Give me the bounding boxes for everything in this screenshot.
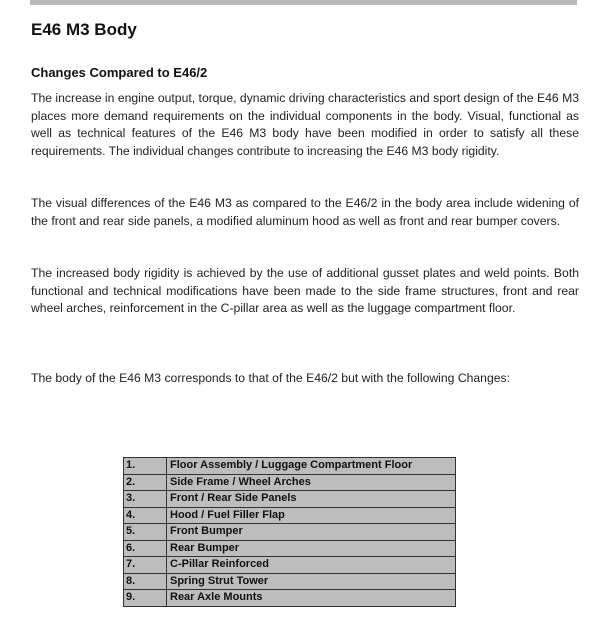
row-number: 6. bbox=[124, 540, 167, 557]
row-item: Hood / Fuel Filler Flap bbox=[167, 507, 456, 524]
row-item: Spring Strut Tower bbox=[167, 573, 456, 590]
header-rule bbox=[30, 0, 577, 5]
row-item: C-Pillar Reinforced bbox=[167, 557, 456, 574]
row-item: Front Bumper bbox=[167, 524, 456, 541]
paragraph-body-requirements: The increase in engine output, torque, dynamic driving characteristics and sport design of the E46 M3 places more demand requirements on the individual components in the body. Visual, functional as well as technical features of the E46 M3 body have been modified in order to satisfy all these requirements. The individual changes contribute to increasing the E46 M3 body rigidity. bbox=[31, 91, 579, 158]
paragraph-body-rigidity: The increased body rigidity is achieved by the use of additional gusset plates and weld points. Both functional and technical modifications have been made to the side frame structures, front and rear wheel arches, reinforcement in the C-pillar area as well as the luggage compartment floor. bbox=[31, 266, 579, 315]
page-title: E46 M3 Body bbox=[31, 20, 137, 39]
table-row bbox=[124, 491, 456, 508]
table-row bbox=[124, 474, 456, 491]
row-item: Side Frame / Wheel Arches bbox=[167, 474, 456, 491]
table-row bbox=[124, 540, 456, 557]
changes-table bbox=[123, 457, 456, 607]
row-item: Rear Axle Mounts bbox=[167, 590, 456, 607]
row-number: 7. bbox=[124, 557, 167, 574]
paragraph-changes-intro: The body of the E46 M3 corresponds to that of the E46/2 but with the following Changes: bbox=[31, 371, 510, 385]
paragraph-visual-differences: The visual differences of the E46 M3 as compared to the E46/2 in the body area include widening of the front and rear side panels, a modified aluminum hood as well as front and rear bumper covers. bbox=[31, 196, 579, 228]
row-number: 1. bbox=[124, 458, 167, 475]
table-row bbox=[124, 573, 456, 590]
row-item: Floor Assembly / Luggage Compartment Floor bbox=[167, 458, 456, 475]
section-heading: Changes Compared to E46/2 bbox=[31, 65, 208, 80]
row-item: Rear Bumper bbox=[167, 540, 456, 557]
row-number: 5. bbox=[124, 524, 167, 541]
row-number: 3. bbox=[124, 491, 167, 508]
table-row bbox=[124, 590, 456, 607]
table-row bbox=[124, 557, 456, 574]
row-item: Front / Rear Side Panels bbox=[167, 491, 456, 508]
row-number: 4. bbox=[124, 507, 167, 524]
table-row bbox=[124, 524, 456, 541]
table-row bbox=[124, 458, 456, 475]
row-number: 8. bbox=[124, 573, 167, 590]
table-row bbox=[124, 507, 456, 524]
row-number: 9. bbox=[124, 590, 167, 607]
row-number: 2. bbox=[124, 474, 167, 491]
